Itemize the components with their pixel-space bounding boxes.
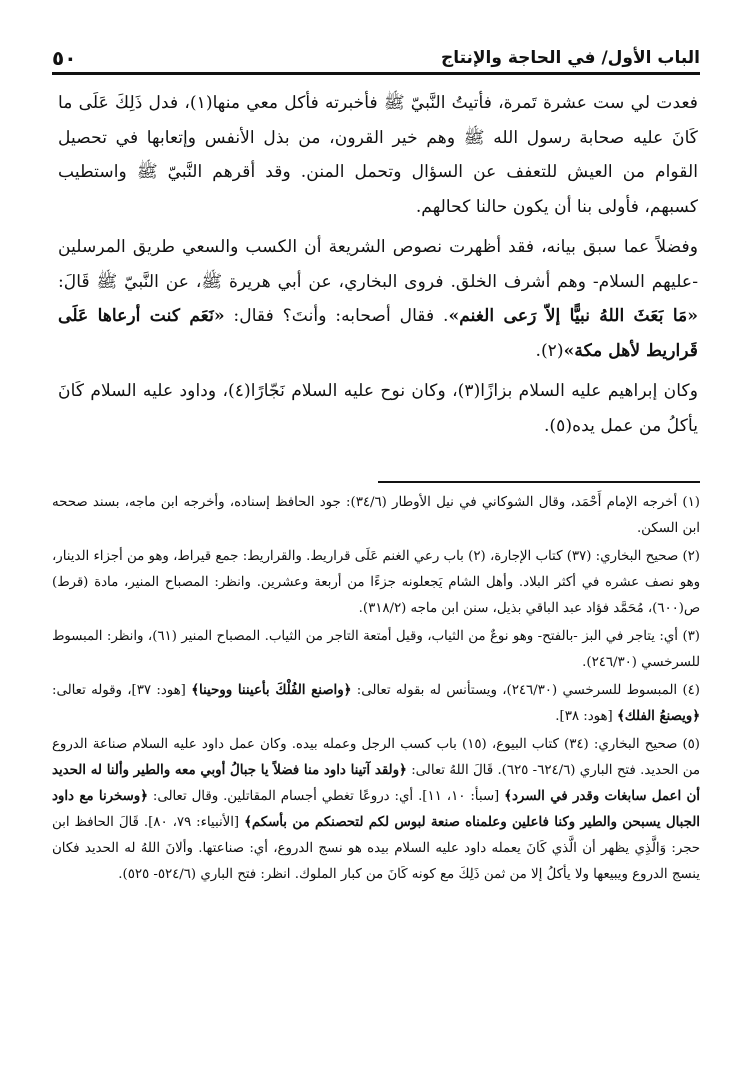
- paragraph-2: وفضلاً عما سبق بيانه، فقد أظهرت نصوص الشريعة أن الكسب والسعي طريق المرسلين -عليهم السلام- وهم أشرف الخلق. فروى البخاري، عن أبي هريرة ﷺ، عن النَّبيّ ﷺ قَالَ: «مَا بَعَثَ اللهُ نبيًّا إلاّ رَعى الغنم». فقال أصحابه: وأنتَ؟ فقال: «نَعَم كنت أرعاها عَلَى قَراريط لأهل مكة»(٢).: [58, 237, 699, 361]
- footnote-1: (١) أخرجه الإمام أَحْمَد، وقال الشوكاني في نيل الأوطار (٣٤/٦): جود الحافظ إسناده، وأخرجه ابن ماجه، بسند صححه ابن السكن.: [52, 495, 700, 536]
- chapter-title: الباب الأول/ في الحاجة والإنتاج: [440, 48, 700, 68]
- footnote-5: (٥) صحيح البخاري: (٣٤) كتاب البيوع، (١٥) باب كسب الرجل وعمله بيده. وكان عمل داود عليه السلام صناعة الدروع من الحديد. فتح الباري (٦٢٤/٦- ٦٢٥). قَالَ اللهُ تعالى: ﴿ولقد آتينا داود منا فضلاً يا جبالُ أوبي معه والطير وألنا له الحديد أن اعمل سابغات وقدر في السرد﴾ [سبأ: ١٠، ١١]. أي: دروعًا تغطي أجسام المقاتلين. وقال تعالى: ﴿وسخرنا مع داود الجبال يسبحن والطير وكنا فاعلين وعلمناه صنعة لبوس لكم لتحصنكم من بأسكم﴾ [الأنبياء: ٧٩، ٨٠]. قَالَ الحافظ ابن حجر: وَالَّذِي يظهر أن الَّذي كَانَ يعمله داود عليه السلام بيده هو نسج الدروع، أي: صناعتها. وألانَ اللهُ له الحديد فكان ينسج الدروع ويبيعها ولا يأكلُ إلا من ثمن ذَلِكَ مع كونه كَانَ من كبار الملوك. انظر: فتح الباري (٥٢٤/٦- ٥٢٥).: [52, 737, 700, 882]
- paragraph-1: فعدت لي ست عشرة تَمرة، فأتيتُ النَّبيّ ﷺ فأخبرته فأكل معي منها(١)، فدل ذَلِكَ عَلَى ما كَانَ عليه صحابة رسول الله ﷺ وهم خير القرون، من بذل الأنفس وإتعابها في تحصيل القوام من العيش للتعفف عن السؤال وتحمل المنن. وقد أقرهم النَّبيّ ﷺ واستطيب كسبهم، فأولى بنا أن يكون حالنا كحالهم.: [58, 93, 698, 217]
- footnotes: [52, 490, 700, 890]
- hadith-quote-1: «مَا بَعَثَ اللهُ نبيًّا إلاّ رَعى الغنم»: [448, 306, 699, 326]
- footnote-2: (٢) صحيح البخاري: (٣٧) كتاب الإجارة، (٢) باب رعي الغنم عَلَى قراريط. والقراريط: جمع قيراط، وهو من أجزاء الدينار، وهو نصف عشره في أكثر البلاد. وأهل الشام يَجعلونه جزءًا من أربعة وعشرين. وانظر: المصباح المنير، مادة (قرط) ص(٦٠٠)، مُحَمَّد فؤاد عبد الباقي بذيل، سنن ابن ماجه (٣١٨/٢).: [52, 549, 700, 616]
- footnote-3: (٣) أي: يتاجر في البز -بالفتح- وهو نوعٌ من الثياب، وقيل أمتعة التاجر من الثياب. المصباح المنير (٦١)، وانظر: المبسوط للسرخسي (٢٤٦/٣٠).: [52, 629, 700, 670]
- footnote-4: (٤) المبسوط للسرخسي (٢٤٦/٣٠)، ويستأنس له بقوله تعالى: ﴿واصنع الفُلْكَ بأعيننا ووحينا﴾ [هود: ٣٧]، وقوله تعالى: ﴿ويصنعُ الفلك﴾ [هود: ٣٨].: [52, 683, 700, 724]
- page-number: ٥٠: [52, 46, 77, 70]
- main-text: [58, 86, 698, 449]
- paragraph-3: وكان إبراهيم عليه السلام بزازًا(٣)، وكان نوح عليه السلام نَجّارًا(٤)، وداود عليه السلام كَانَ يأكلُ من عمل يده(٥).: [58, 381, 699, 436]
- footnote-separator: [378, 481, 700, 483]
- header-rule: [52, 72, 700, 75]
- hadith-quote-2: «نَعَم كنت أرعاها عَلَى قَراريط لأهل مكة»: [58, 306, 698, 361]
